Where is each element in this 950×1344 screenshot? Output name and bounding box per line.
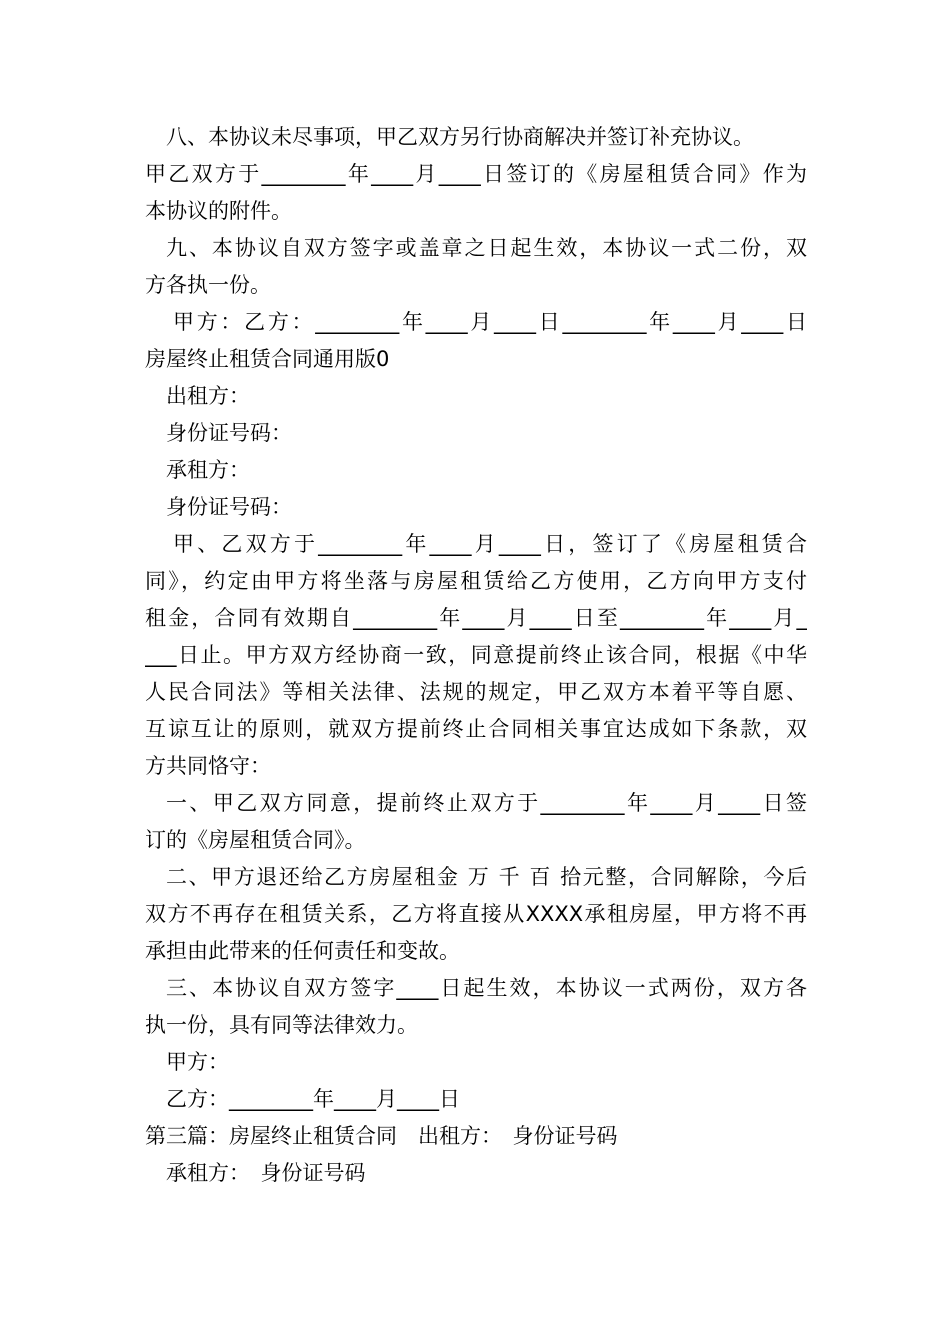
part-three-heading: 第三篇：房屋终止租赁合同 出租方： 身份证号码	[145, 1124, 618, 1148]
section-title: 房屋终止租赁合同通用版0	[145, 347, 390, 371]
clause-9-line-2: 方各执一份。	[145, 273, 271, 297]
part-three-lessee-line: 承租方： 身份证号码	[166, 1161, 366, 1185]
preamble-line-4: ___日止。甲方双方经协商一致，同意提前终止该合同，根据《中华	[145, 643, 807, 667]
clause-8-line-3: 本协议的附件。	[145, 199, 292, 223]
clause-2-line-2: 双方不再存在租赁关系，乙方将直接从XXXX承租房屋，甲方将不再	[145, 902, 807, 926]
signature-line: 甲方：乙方：________年____月____日________年____月____日	[173, 310, 807, 334]
clause-8-line-2: 甲乙双方于________年____月____日签订的《房屋租赁合同》作为	[145, 162, 807, 186]
clause-3-line-2: 执一份，具有同等法律效力。	[145, 1013, 418, 1037]
lessor-id-label: 身份证号码：	[166, 421, 292, 445]
preamble-line-1: 甲、乙双方于________年____月____日，签订了《房屋租赁合	[173, 532, 807, 556]
party-a-label: 甲方：	[166, 1050, 229, 1074]
lessor-label: 出租方：	[166, 384, 250, 408]
clause-8-line-1: 八、本协议未尽事项，甲乙双方另行协商解决并签订补充协议。	[166, 125, 754, 149]
preamble-line-6: 互谅互让的原则，就双方提前终止合同相关事宜达成如下条款，双	[145, 717, 807, 741]
clause-2-line-1: 二、甲方退还给乙方房屋租金 万 千 百 拾元整，合同解除，今后	[166, 865, 807, 889]
clause-1-line-1: 一、甲乙双方同意，提前终止双方于________年____月____日签	[166, 791, 807, 815]
preamble-line-2: 同》，约定由甲方将坐落与房屋租赁给乙方使用，乙方向甲方支付	[145, 569, 807, 593]
preamble-line-7: 方共同恪守：	[145, 754, 271, 778]
preamble-line-3: 租金，合同有效期自________年____月____日至________年____月_	[145, 606, 807, 630]
lessee-id-label: 身份证号码：	[166, 495, 292, 519]
clause-9-line-1: 九、本协议自双方签字或盖章之日起生效，本协议一式二份，双	[166, 236, 807, 260]
clause-3-line-1: 三、本协议自双方签字____日起生效，本协议一式两份，双方各	[166, 976, 807, 1000]
clause-2-line-3: 承担由此带来的任何责任和变故。	[145, 939, 460, 963]
preamble-line-5: 人民合同法》等相关法律、法规的规定，甲乙双方本着平等自愿、	[145, 680, 807, 704]
document-page	[145, 119, 807, 1192]
lessee-label: 承租方：	[166, 458, 250, 482]
party-b-date-line: 乙方：________年____月____日	[166, 1087, 460, 1111]
clause-1-line-2: 订的《房屋租赁合同》。	[145, 828, 366, 852]
